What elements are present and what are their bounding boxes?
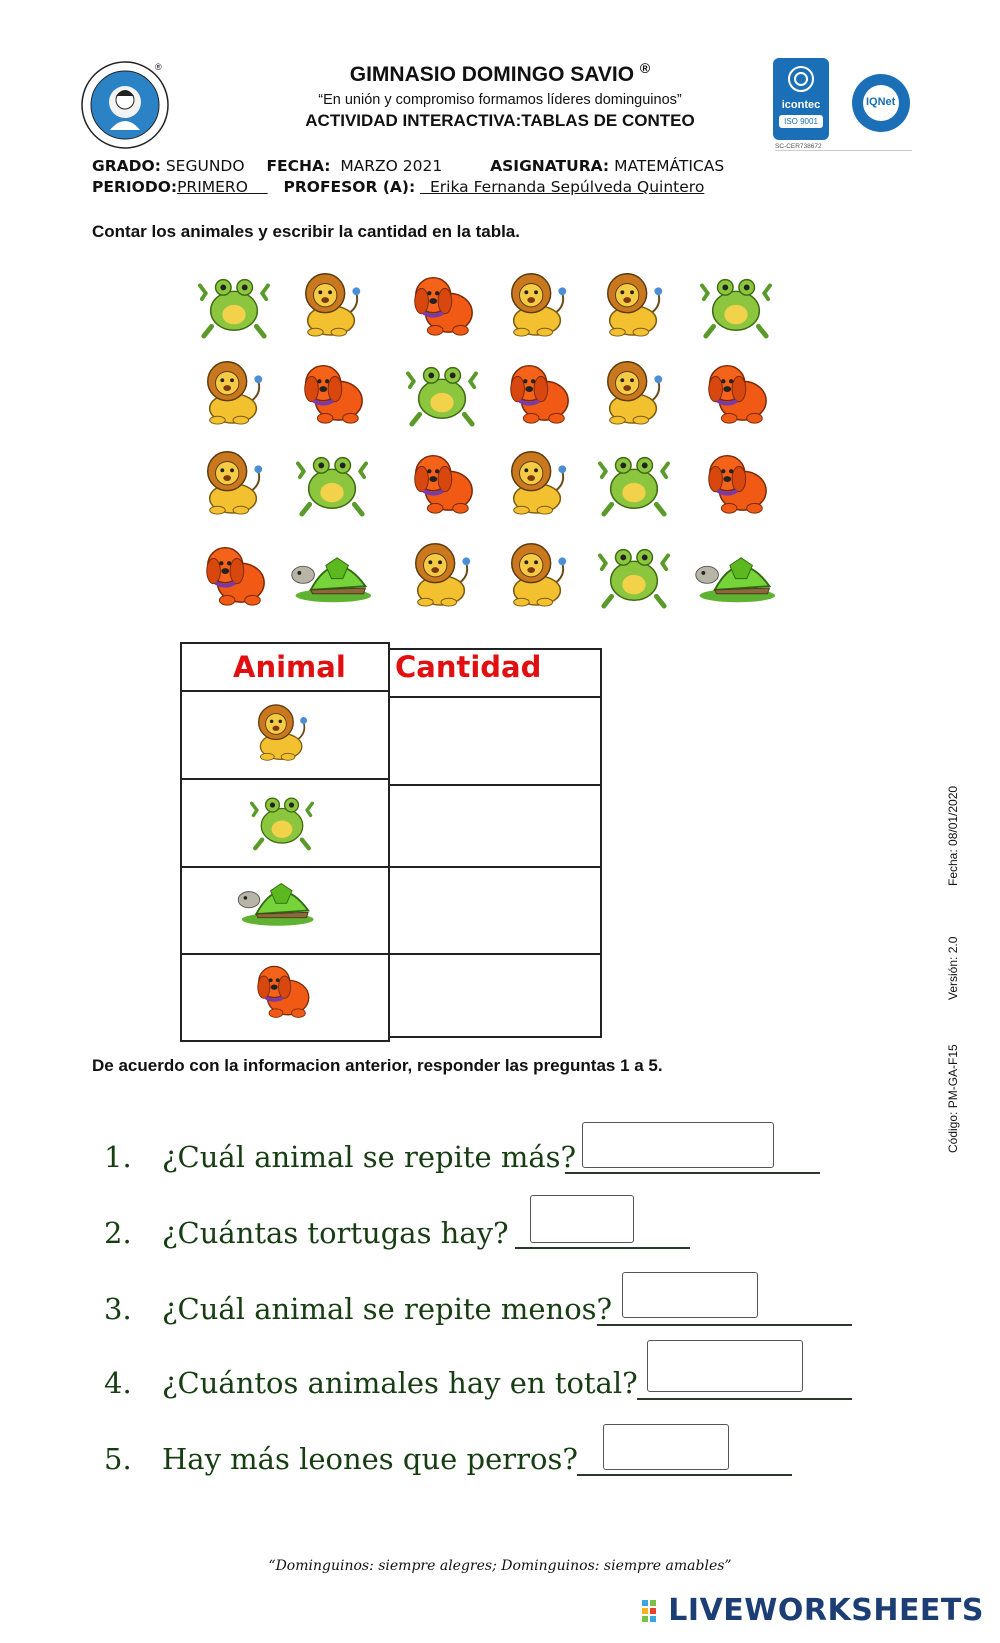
side-fecha: Fecha: 08/01/2020 — [946, 785, 960, 886]
question-4: 4. ¿Cuántos animales hay en total? — [104, 1366, 638, 1400]
answer-input-4[interactable] — [647, 1340, 803, 1392]
table-divider — [390, 866, 602, 868]
answer-input-2[interactable] — [530, 1195, 634, 1243]
dog-icon — [296, 352, 368, 428]
answer-input-1[interactable] — [582, 1122, 774, 1168]
school-motto: “En unión y compromiso formamos líderes dominguinos” — [318, 92, 682, 108]
turtle-icon — [692, 534, 777, 610]
icontec-logo: icontec ISO 9001 — [773, 58, 829, 140]
table-header-cantidad: Cantidad — [395, 650, 542, 684]
turtle-icon — [288, 534, 373, 610]
lion-icon — [502, 264, 574, 340]
dog-icon — [198, 534, 270, 610]
table-divider — [390, 953, 602, 955]
lion-icon — [198, 352, 270, 428]
side-codigo: Código: PM-GA-F15 — [946, 1044, 960, 1153]
answer-line — [565, 1172, 820, 1174]
liveworksheets-icon — [642, 1598, 664, 1622]
answer-field-frog-count[interactable] — [394, 788, 598, 864]
table-frog-icon — [250, 784, 314, 852]
school-logo: ® — [80, 60, 170, 150]
side-version: Versión: 2.0 — [946, 936, 960, 1000]
answer-input-3[interactable] — [622, 1272, 758, 1318]
footer-quote: “Dominguinos: siempre alegres; Dominguinos: siempre amables” — [268, 1558, 732, 1574]
answer-input-5[interactable] — [603, 1424, 729, 1470]
dog-icon — [406, 264, 478, 340]
liveworksheets-brand: LIVEWORKSHEETS — [642, 1593, 984, 1628]
answer-line — [597, 1324, 852, 1326]
table-divider — [180, 690, 390, 692]
table-divider — [390, 784, 602, 786]
answer-field-dog-count[interactable] — [394, 957, 598, 1035]
lion-icon — [198, 442, 270, 518]
lion-icon — [502, 442, 574, 518]
frog-icon — [700, 264, 772, 340]
header-divider — [775, 150, 912, 151]
dog-icon — [700, 352, 772, 428]
question-5: 5. Hay más leones que perros? — [104, 1442, 578, 1476]
cert-code: SC-CER738672 — [775, 143, 822, 150]
school-name: GIMNASIO DOMINGO SAVIO ® — [349, 60, 651, 86]
frog-icon — [198, 264, 270, 340]
lion-icon — [598, 264, 670, 340]
instruction: Contar los animales y escribir la cantidad en la tabla. — [92, 222, 520, 241]
dog-icon — [502, 352, 574, 428]
table-divider — [390, 696, 602, 698]
answer-field-lion-count[interactable] — [394, 700, 598, 782]
table-turtle-icon — [230, 862, 320, 932]
frog-icon — [406, 352, 478, 428]
dog-icon — [700, 442, 772, 518]
answer-line — [515, 1247, 690, 1249]
meta-line-1: GRADO: SEGUNDO FECHA: MARZO 2021 ASIGNATURA: MATEMÁTICAS — [92, 157, 725, 175]
activity-title: ACTIVIDAD INTERACTIVA:TABLAS DE CONTEO — [305, 111, 695, 130]
meta-line-2: PERIODO:PRIMERO PROFESOR (A): Erika Fernanda Sepúlveda Quintero — [92, 178, 705, 196]
table-divider — [180, 778, 390, 780]
table-header-animal: Animal — [233, 650, 346, 684]
dog-icon — [406, 442, 478, 518]
table-lion-icon — [250, 696, 314, 764]
frog-icon — [598, 534, 670, 610]
answer-field-turtle-count[interactable] — [394, 870, 598, 951]
table-dog-icon — [250, 954, 314, 1022]
lion-icon — [502, 534, 574, 610]
answer-line — [637, 1398, 852, 1400]
answer-line — [577, 1474, 792, 1476]
frog-icon — [296, 442, 368, 518]
frog-icon — [598, 442, 670, 518]
question-1: 1. ¿Cuál animal se repite más? — [104, 1140, 577, 1174]
lion-icon — [296, 264, 368, 340]
lion-icon — [598, 352, 670, 428]
instruction-questions: De acuerdo con la informacion anterior, responder las preguntas 1 a 5. — [92, 1056, 663, 1075]
lion-icon — [406, 534, 478, 610]
iqnet-logo: IQNet — [850, 72, 912, 134]
question-2: 2. ¿Cuántas tortugas hay? — [104, 1216, 509, 1250]
question-3: 3. ¿Cuál animal se repite menos? — [104, 1292, 613, 1326]
